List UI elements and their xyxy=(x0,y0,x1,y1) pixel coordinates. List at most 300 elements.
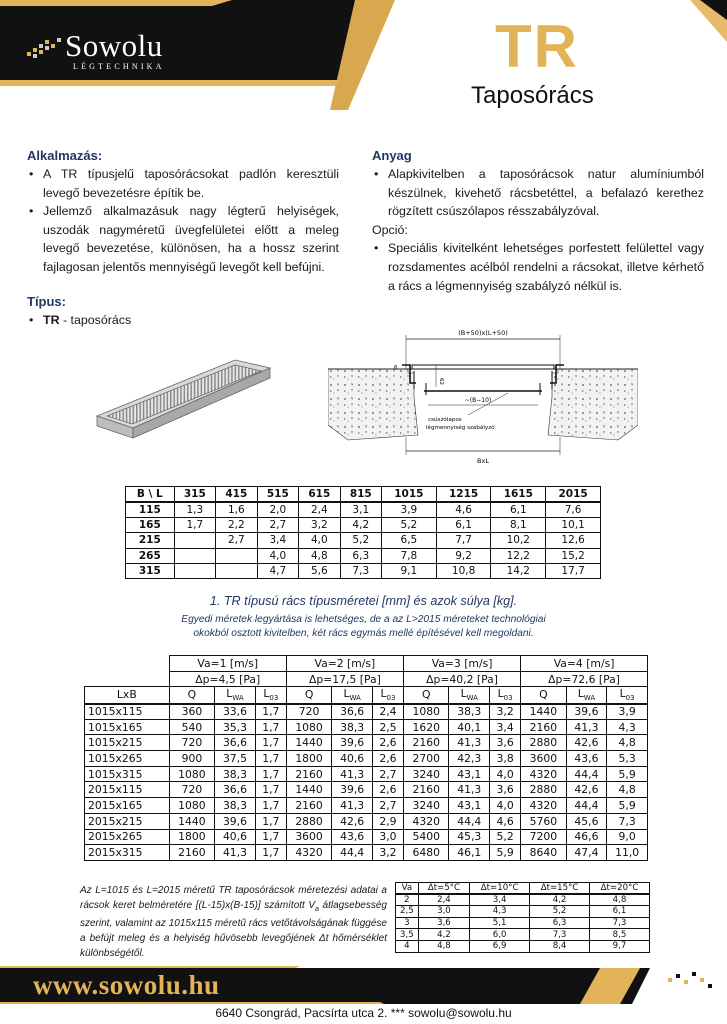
table-cell: 3600 xyxy=(286,829,331,845)
table-cell: 1080 xyxy=(403,704,448,720)
table-cell: 36,6 xyxy=(332,704,373,720)
table-cell: 3240 xyxy=(403,798,448,814)
q-header: Q xyxy=(521,687,566,704)
table-cell: 5760 xyxy=(521,813,566,829)
row-header: 2015x115 xyxy=(85,782,170,798)
table-cell: 41,3 xyxy=(449,735,490,751)
table-cell: 42,3 xyxy=(449,751,490,767)
table-cell xyxy=(174,563,215,578)
empty-corner xyxy=(85,656,170,672)
table-header-row xyxy=(126,487,601,502)
table-header-row xyxy=(396,883,650,895)
table-cell: 4,8 xyxy=(590,894,650,906)
table-cell: 540 xyxy=(169,719,214,735)
table-cell: 6,9 xyxy=(470,940,530,952)
table-cell: 37,5 xyxy=(215,751,256,767)
table-cell: 41,3 xyxy=(449,782,490,798)
pressure-header: Δp=40,2 [Pa] xyxy=(403,671,520,687)
table-cell: 6,3 xyxy=(340,548,381,563)
column-header: 1615 xyxy=(491,487,546,502)
table-cell: 38,3 xyxy=(449,704,490,720)
table-cell: 3,4 xyxy=(490,719,521,735)
table1-note-line: okokból osztott kivitelben, két rács egymás mellé építésével kell megoldani. xyxy=(193,628,534,639)
table-cell: 40,6 xyxy=(332,751,373,767)
table-row xyxy=(85,798,648,814)
row-header: 2015x215 xyxy=(85,813,170,829)
table-row xyxy=(126,517,601,532)
table-cell: 7,3 xyxy=(590,917,650,929)
table-cell: 3,8 xyxy=(490,751,521,767)
table-cell: 2,6 xyxy=(372,751,403,767)
table-cell: 43,1 xyxy=(449,766,490,782)
table-cell: 2160 xyxy=(403,782,448,798)
table-cell: 36,6 xyxy=(215,782,256,798)
dim-small-label: 6 xyxy=(394,365,398,371)
table-cell: 1,3 xyxy=(174,502,215,517)
row-header: 2015x265 xyxy=(85,829,170,845)
table-cell: 3,1 xyxy=(340,502,381,517)
table-cell: 35,3 xyxy=(215,719,256,735)
table-cell: 3,0 xyxy=(418,906,469,918)
table-cell: 3,9 xyxy=(382,502,437,517)
table-cell: 3600 xyxy=(521,751,566,767)
application-item: • A TR típusjelű taposórácsokat padlón keresztüli levegő bevezetésre építik be. xyxy=(27,165,339,202)
column-header: 615 xyxy=(299,487,340,502)
table-cell: 41,3 xyxy=(332,798,373,814)
table-cell: 7,7 xyxy=(436,533,491,548)
table-cell: 41,3 xyxy=(332,766,373,782)
header-main: L xyxy=(380,687,387,701)
table-cell: 6,1 xyxy=(491,502,546,517)
row-header: 1015x165 xyxy=(85,719,170,735)
table-row xyxy=(85,751,648,767)
throw-distance-note xyxy=(80,884,387,962)
table-cell: 1,7 xyxy=(255,704,286,720)
type-title: Típus: xyxy=(27,293,66,309)
header-subscript: 03 xyxy=(269,694,279,703)
website-link[interactable]: www.sowolu.hu xyxy=(33,970,220,1000)
table-cell: 3,9 xyxy=(607,704,648,720)
table1-caption: 1. TR típusú rács típusméretei [mm] és azok súlya [kg]. xyxy=(209,594,518,608)
table-row xyxy=(85,704,648,720)
table-cell: 2160 xyxy=(521,719,566,735)
column-header: 415 xyxy=(216,487,257,502)
l03-header xyxy=(607,687,648,704)
table-cell: 900 xyxy=(169,751,214,767)
table-cell: 3,6 xyxy=(490,782,521,798)
row-header: 315 xyxy=(126,563,175,578)
table-cell: 4320 xyxy=(286,845,331,861)
table-cell xyxy=(174,533,215,548)
table-row xyxy=(396,917,650,929)
column-header: Va xyxy=(396,883,419,895)
table-cell: 2160 xyxy=(169,845,214,861)
table-cell: 5,2 xyxy=(340,533,381,548)
table-cell: 720 xyxy=(169,782,214,798)
column-header: 815 xyxy=(340,487,381,502)
table-cell: 38,3 xyxy=(215,798,256,814)
lwa-header xyxy=(332,687,373,704)
table-cell: 2,7 xyxy=(257,517,298,532)
table-cell: 8,5 xyxy=(590,929,650,941)
row-header: 265 xyxy=(126,548,175,563)
table-cell: 10,2 xyxy=(491,533,546,548)
table-cell: 1800 xyxy=(169,829,214,845)
table-cell: 8,1 xyxy=(491,517,546,532)
column-header: Δt=20°C xyxy=(590,883,650,895)
table-cell: 1440 xyxy=(169,813,214,829)
velocity-header: Va=3 [m/s] xyxy=(403,656,520,672)
pressure-header: Δp=4,5 [Pa] xyxy=(169,671,286,687)
table-cell: 3,0 xyxy=(372,829,403,845)
table-cell xyxy=(216,563,257,578)
table-cell: 33,6 xyxy=(215,704,256,720)
table-cell: 1,7 xyxy=(255,751,286,767)
lxb-header: LxB xyxy=(85,687,170,704)
table-cell: 39,6 xyxy=(566,704,607,720)
table-cell: 3,2 xyxy=(490,704,521,720)
table-cell: 38,3 xyxy=(215,766,256,782)
table-cell: 5,2 xyxy=(490,829,521,845)
table-row xyxy=(85,829,648,845)
table-cell: 3,4 xyxy=(470,894,530,906)
table-cell: 40,1 xyxy=(449,719,490,735)
table-cell: 2,7 xyxy=(372,766,403,782)
airflow-performance-table xyxy=(84,655,648,861)
table-cell: 4,2 xyxy=(418,929,469,941)
table-cell: 9,0 xyxy=(607,829,648,845)
table-row xyxy=(85,735,648,751)
header-main: L xyxy=(497,687,504,701)
table-cell: 38,3 xyxy=(332,719,373,735)
table-corner-cell: B \ L xyxy=(126,487,175,502)
row-header: 2015x315 xyxy=(85,845,170,861)
table-cell: 45,3 xyxy=(449,829,490,845)
table-cell: 3,2 xyxy=(372,845,403,861)
table-cell: 1,7 xyxy=(174,517,215,532)
table-row xyxy=(85,766,648,782)
application-title: Alkalmazás: xyxy=(27,148,103,163)
dim-top-label: (B+50)x(L+50) xyxy=(458,329,508,337)
column-header: 2015 xyxy=(546,487,601,502)
table-cell: 2,0 xyxy=(257,502,298,517)
table-cell: 5,3 xyxy=(607,751,648,767)
table-cell: 2,5 xyxy=(396,906,419,918)
table-cell: 3,6 xyxy=(418,917,469,929)
table-cell: 4,8 xyxy=(418,940,469,952)
lwa-header xyxy=(449,687,490,704)
table-cell: 39,6 xyxy=(332,735,373,751)
type-item xyxy=(27,311,339,330)
table-cell: 43,6 xyxy=(332,829,373,845)
table-cell: 2,4 xyxy=(372,704,403,720)
table-cell: 47,4 xyxy=(566,845,607,861)
table-cell: 1800 xyxy=(286,751,331,767)
table-cell: 4,0 xyxy=(490,766,521,782)
row-header: 2015x165 xyxy=(85,798,170,814)
table-cell: 2160 xyxy=(403,735,448,751)
size-weight-table xyxy=(125,486,601,579)
table-row xyxy=(126,502,601,517)
velocity-header: Va=1 [m/s] xyxy=(169,656,286,672)
throw-distance-table xyxy=(395,882,650,953)
table-cell: 10,8 xyxy=(436,563,491,578)
table-cell: 6,1 xyxy=(436,517,491,532)
table-cell: 1620 xyxy=(403,719,448,735)
column-header: 1015 xyxy=(382,487,437,502)
header-main: L xyxy=(577,687,584,701)
table-cell: 1080 xyxy=(169,766,214,782)
pressure-header: Δp=17,5 [Pa] xyxy=(286,671,403,687)
column-header: 1215 xyxy=(436,487,491,502)
table-cell: 4 xyxy=(396,940,419,952)
lwa-header xyxy=(215,687,256,704)
table-cell: 41,3 xyxy=(215,845,256,861)
dim-height-label: 62 xyxy=(438,378,444,385)
table-cell: 8,4 xyxy=(530,940,590,952)
velocity-header: Va=4 [m/s] xyxy=(521,656,648,672)
table-cell: 1,7 xyxy=(255,766,286,782)
table-cell: 2,4 xyxy=(299,502,340,517)
row-header: 215 xyxy=(126,533,175,548)
brand-name: Sowolu xyxy=(65,28,163,63)
row-header: 1015x215 xyxy=(85,735,170,751)
table-row xyxy=(126,548,601,563)
table-cell: 4,6 xyxy=(436,502,491,517)
table-cell: 7,3 xyxy=(530,929,590,941)
table-cell: 7200 xyxy=(521,829,566,845)
table-row xyxy=(126,563,601,578)
table-cell: 42,6 xyxy=(332,813,373,829)
table-cell: 6,1 xyxy=(590,906,650,918)
table-cell: 2 xyxy=(396,894,419,906)
table-cell: 15,2 xyxy=(546,548,601,563)
right-column xyxy=(372,147,704,295)
table-cell: 1,7 xyxy=(255,829,286,845)
table-cell: 7,3 xyxy=(607,813,648,829)
header-main: L xyxy=(619,687,626,701)
table-cell: 4,8 xyxy=(607,735,648,751)
table-cell: 2,6 xyxy=(372,782,403,798)
table-cell: 44,4 xyxy=(566,766,607,782)
note-text: átlagsebesség szerint, valamint az 1015x115 méretű rács vetőtávolságának függése a befújt meleg és a helyiség hűvösebb levegőjének Δt hőmérséklet különbségétől. xyxy=(80,899,387,959)
table-cell: 6,3 xyxy=(530,917,590,929)
table-cell: 2,5 xyxy=(372,719,403,735)
table-cell: 3 xyxy=(396,917,419,929)
header-subscript: WA xyxy=(232,694,244,703)
table-cell: 45,6 xyxy=(566,813,607,829)
note-subscript: a xyxy=(315,905,319,913)
lwa-header xyxy=(566,687,607,704)
header-subscript: 03 xyxy=(625,694,635,703)
row-header: 1015x315 xyxy=(85,766,170,782)
dim-bottom-label: BxL xyxy=(477,457,489,465)
header-subscript: 03 xyxy=(386,694,396,703)
table-cell: 12,2 xyxy=(491,548,546,563)
material-item: • Alapkivitelben a taposórácsok natur alumíniumból készülnek, kivehető rácsbetéttel, a befalazó kerethez rögzített csúszólapos résszabályzóval. xyxy=(372,165,704,221)
left-column xyxy=(27,147,339,329)
table-cell: 2,7 xyxy=(216,533,257,548)
table-cell: 5,6 xyxy=(299,563,340,578)
table-cell: 39,6 xyxy=(332,782,373,798)
dim-inner-label: ~(B−10) xyxy=(464,397,492,404)
table-cell: 4,0 xyxy=(490,798,521,814)
table-row xyxy=(396,906,650,918)
l03-header xyxy=(255,687,286,704)
l03-header xyxy=(490,687,521,704)
table-cell: 2880 xyxy=(286,813,331,829)
table-cell: 4,8 xyxy=(607,782,648,798)
table-cell: 39,6 xyxy=(215,813,256,829)
table-cell: 1,6 xyxy=(216,502,257,517)
table-cell: 17,7 xyxy=(546,563,601,578)
header-subscript: WA xyxy=(349,694,361,703)
header-subscript: 03 xyxy=(503,694,513,703)
table-cell: 3,5 xyxy=(396,929,419,941)
table-cell: 1,7 xyxy=(255,813,286,829)
table-row xyxy=(85,719,648,735)
table-cell: 2700 xyxy=(403,751,448,767)
table-cell: 7,8 xyxy=(382,548,437,563)
table-cell: 9,1 xyxy=(382,563,437,578)
table1-note xyxy=(60,613,667,641)
table1-note-line: Egyedi méretek legyártása is lehetséges, de a az L>2015 méreteket technológiai xyxy=(181,614,546,625)
table-cell xyxy=(216,548,257,563)
table-cell: 1,7 xyxy=(255,845,286,861)
l03-header xyxy=(372,687,403,704)
table-cell: 4320 xyxy=(521,798,566,814)
row-header: 165 xyxy=(126,517,175,532)
table-cell: 43,6 xyxy=(566,751,607,767)
column-header: Δt=10°C xyxy=(470,883,530,895)
header-main: L xyxy=(263,687,270,701)
table-cell: 1,7 xyxy=(255,782,286,798)
table-cell: 6,5 xyxy=(382,533,437,548)
table-cell xyxy=(174,548,215,563)
table-cell: 44,4 xyxy=(332,845,373,861)
type-code: TR xyxy=(43,312,60,327)
table-cell: 2,9 xyxy=(372,813,403,829)
q-header: Q xyxy=(403,687,448,704)
table-cell: 4,2 xyxy=(530,894,590,906)
table-cell: 11,0 xyxy=(607,845,648,861)
table-cell: 5,1 xyxy=(470,917,530,929)
logo-dots-icon xyxy=(25,36,65,60)
table-cell: 4,0 xyxy=(257,548,298,563)
product-name: Taposórács xyxy=(471,82,594,109)
header-main: L xyxy=(460,687,467,701)
table-cell: 43,1 xyxy=(449,798,490,814)
table-cell: 2,6 xyxy=(372,735,403,751)
table-cell: 14,2 xyxy=(491,563,546,578)
table-cell: 7,6 xyxy=(546,502,601,517)
table-row xyxy=(85,782,648,798)
table-row xyxy=(396,894,650,906)
table-row xyxy=(85,845,648,861)
table-cell: 46,1 xyxy=(449,845,490,861)
header-main: L xyxy=(226,687,233,701)
row-header: 115 xyxy=(126,502,175,517)
empty-corner xyxy=(85,671,170,687)
slider-label-2: légmennyiség szabályzó xyxy=(426,425,495,431)
table-cell: 44,4 xyxy=(449,813,490,829)
table-row xyxy=(396,940,650,952)
table-cell: 2160 xyxy=(286,766,331,782)
table-cell: 42,6 xyxy=(566,735,607,751)
table-cell: 4,8 xyxy=(299,548,340,563)
column-header: Δt=15°C xyxy=(530,883,590,895)
table-cell: 9,2 xyxy=(436,548,491,563)
column-header: 515 xyxy=(257,487,298,502)
table-cell: 1440 xyxy=(521,704,566,720)
table-cell: 720 xyxy=(169,735,214,751)
pressure-header: Δp=72,6 [Pa] xyxy=(521,671,648,687)
table-cell: 40,6 xyxy=(215,829,256,845)
table-cell: 3,4 xyxy=(257,533,298,548)
table-row xyxy=(126,533,601,548)
table-cell: 1,7 xyxy=(255,798,286,814)
table-cell: 36,6 xyxy=(215,735,256,751)
table-cell: 2,4 xyxy=(418,894,469,906)
table-row xyxy=(85,813,648,829)
table-cell: 4,3 xyxy=(470,906,530,918)
material-title: Anyag xyxy=(372,148,412,163)
header-subscript: WA xyxy=(466,694,478,703)
table-cell: 1440 xyxy=(286,735,331,751)
table-cell: 5,9 xyxy=(607,798,648,814)
table-cell: 2,7 xyxy=(372,798,403,814)
q-header: Q xyxy=(169,687,214,704)
row-header: 1015x115 xyxy=(85,704,170,720)
application-item: • Jellemző alkalmazásuk nagy légterű helyiségek, uszodák nagyméretű üvegfelületei előtt a meleg levegő bevezetése, különösen, ha a hossz szerint fajlagosan jelentős mennyiségű levegőt kell befújni. xyxy=(27,202,339,276)
table-cell: 42,6 xyxy=(566,782,607,798)
velocity-header: Va=2 [m/s] xyxy=(286,656,403,672)
pressure-header-row xyxy=(85,671,648,687)
table-cell: 4320 xyxy=(521,766,566,782)
column-header: Δt=5°C xyxy=(418,883,469,895)
table-cell: 5,2 xyxy=(382,517,437,532)
option-item: • Speciális kivitelként lehetséges porfestett felülettel vagy rozsdamentes acélból rendelni a rácsokat, illetve kérhető a rács a légmennyiség szabályzó nélkül is. xyxy=(372,239,704,295)
table-cell: 12,6 xyxy=(546,533,601,548)
table-cell: 3,2 xyxy=(299,517,340,532)
option-title: Opció: xyxy=(372,222,408,237)
table-cell: 360 xyxy=(169,704,214,720)
contact-address: 6640 Csongrád, Pacsírta utca 2. *** sowolu@sowolu.hu xyxy=(215,1006,512,1020)
note-text: Az L=1015 és L=2015 méretű TR taposórácsok méretezési adatai a rácsok keret belméretére [(L-15)x(B-15)] számított V xyxy=(80,885,387,911)
table-cell: 4,7 xyxy=(257,563,298,578)
table-cell: 5,2 xyxy=(530,906,590,918)
table-cell: 6480 xyxy=(403,845,448,861)
brand-subtitle: LÉGTECHNIKA xyxy=(73,62,165,71)
column-header: 315 xyxy=(174,487,215,502)
table-cell: 5,9 xyxy=(490,845,521,861)
table-cell: 1440 xyxy=(286,782,331,798)
table-cell: 4320 xyxy=(403,813,448,829)
table-cell: 8640 xyxy=(521,845,566,861)
table-cell: 4,0 xyxy=(299,533,340,548)
table-cell: 5400 xyxy=(403,829,448,845)
table-cell: 4,2 xyxy=(340,517,381,532)
header-main: L xyxy=(343,687,350,701)
table-cell: 1080 xyxy=(169,798,214,814)
table-cell: 2880 xyxy=(521,782,566,798)
table-cell: 7,3 xyxy=(340,563,381,578)
table-cell: 720 xyxy=(286,704,331,720)
table-cell: 44,4 xyxy=(566,798,607,814)
type-desc: - taposórács xyxy=(59,312,132,327)
slider-label-1: csúszólapos xyxy=(428,417,462,423)
table-cell: 3240 xyxy=(403,766,448,782)
